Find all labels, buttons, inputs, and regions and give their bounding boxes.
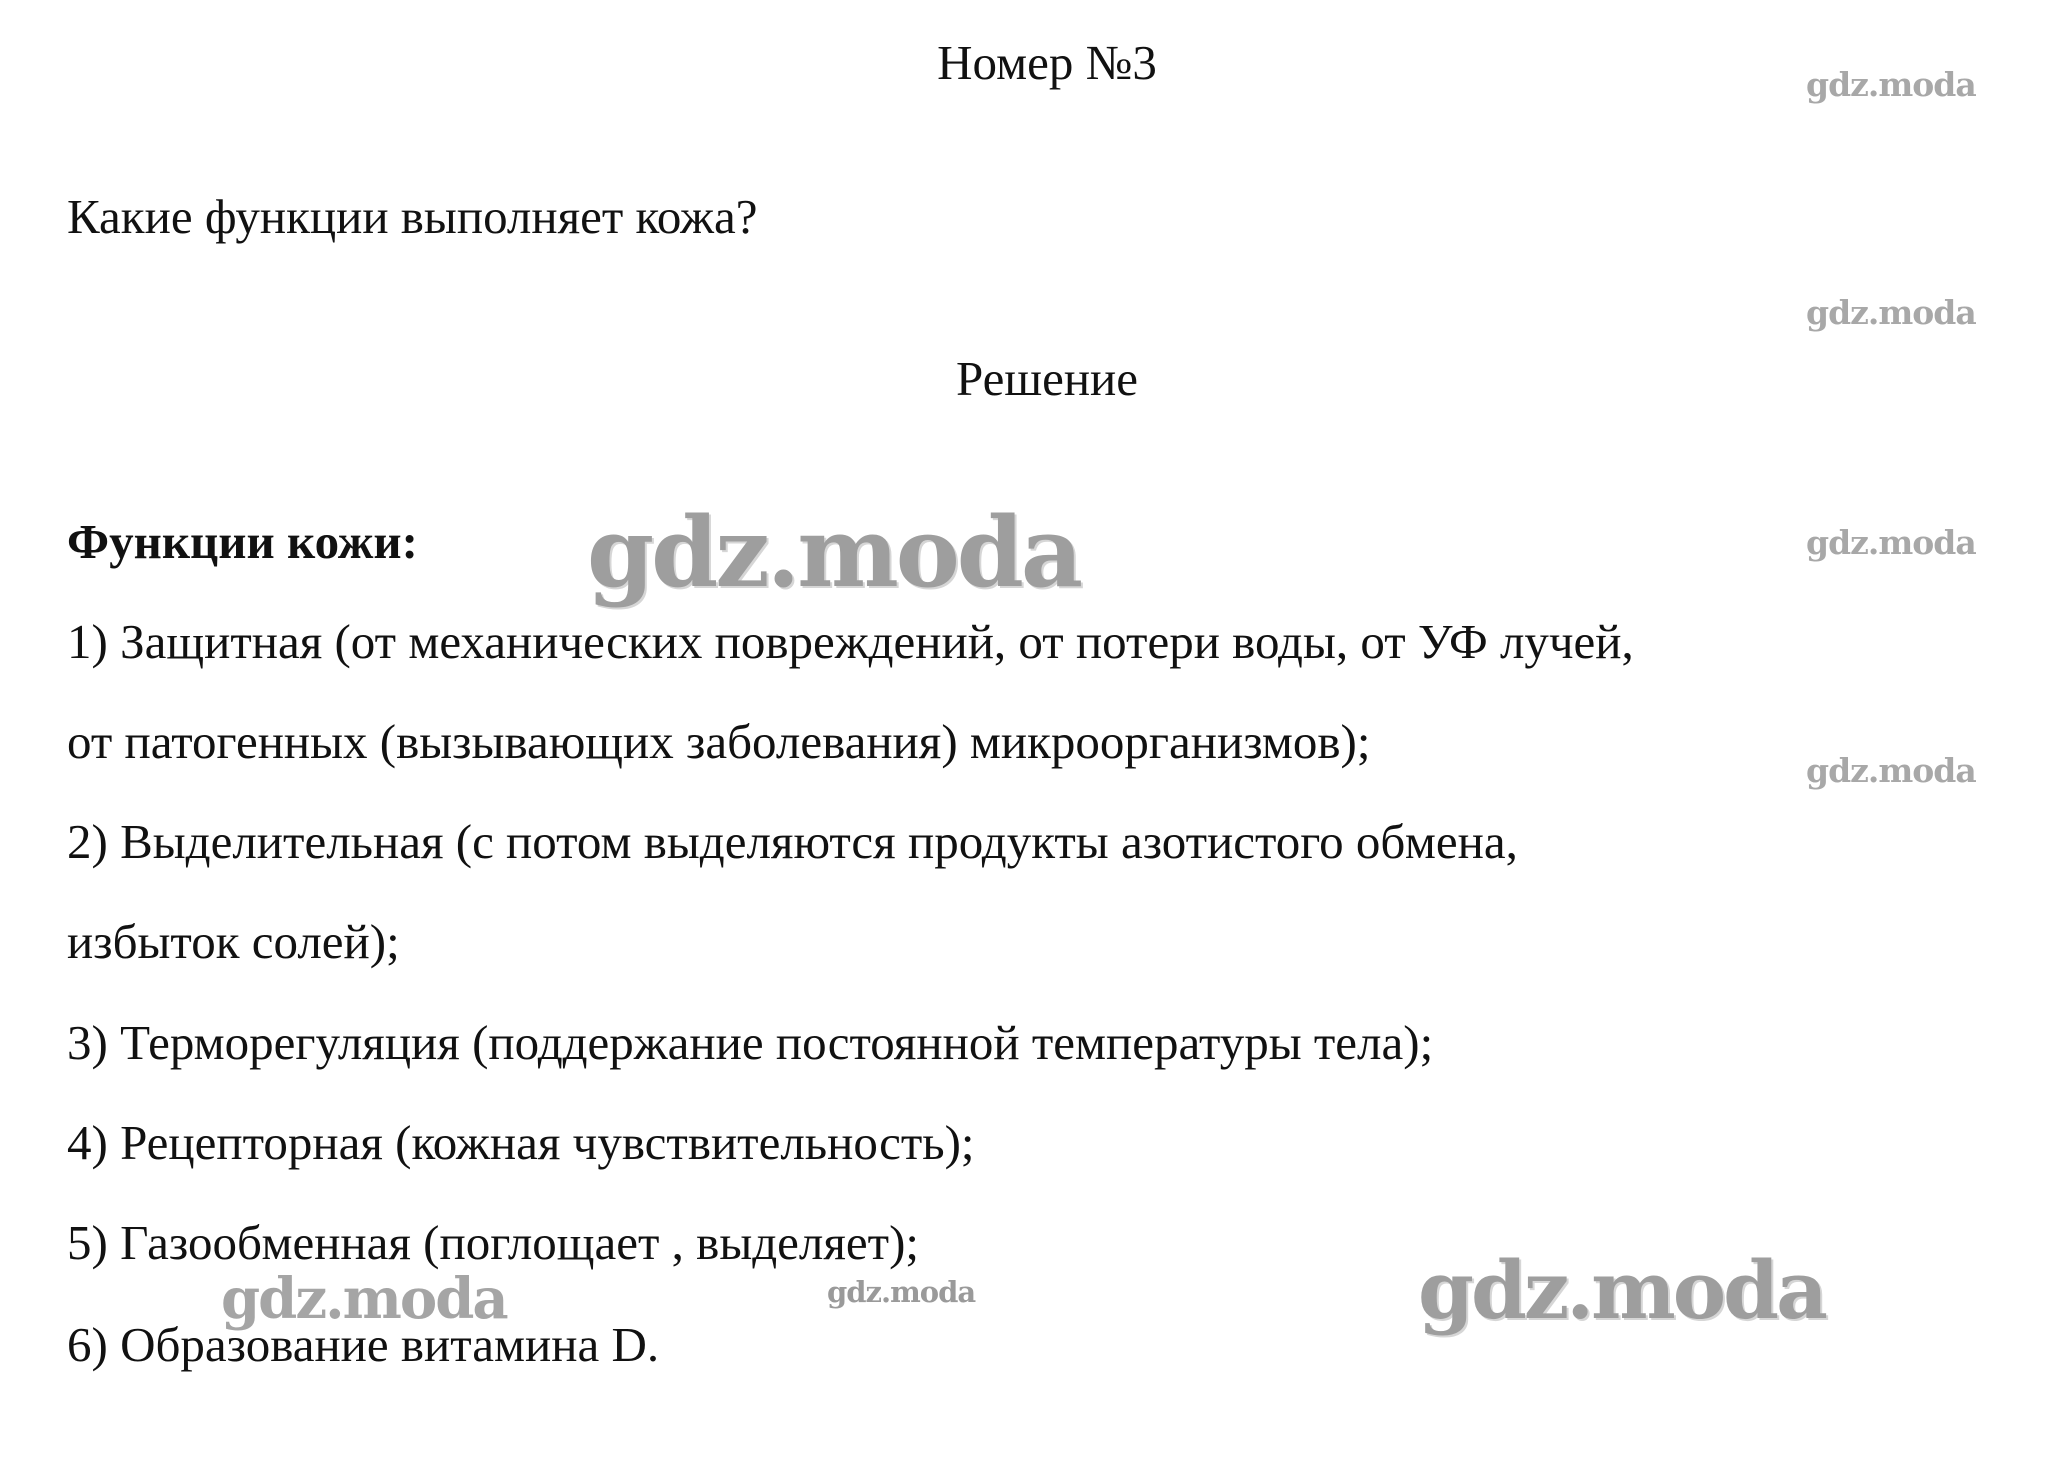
list-item: 1) Защитная (от механических повреждений, от потери воды, от УФ лучей, xyxy=(67,614,1634,669)
list-item: 2) Выделительная (с потом выделяются продукты азотистого обмена, xyxy=(67,814,1518,869)
list-item: 5) Газообменная (поглощает , выделяет); xyxy=(67,1215,919,1270)
list-item: 6) Образование витамина D. xyxy=(67,1317,660,1372)
functions-subheading: Функции кожи: xyxy=(67,514,418,569)
watermark: gdz.moda xyxy=(221,1266,507,1332)
list-item: избыток солей); xyxy=(67,914,400,969)
list-item: 4) Рецепторная (кожная чувствительность); xyxy=(67,1115,975,1170)
watermark: gdz.moda xyxy=(1806,65,1976,104)
watermark: gdz.moda xyxy=(827,1275,976,1309)
page-title: Номер №3 xyxy=(937,35,1157,90)
question-text: Какие функции выполняет кожа? xyxy=(67,189,758,244)
list-item: от патогенных (вызывающих заболевания) микроорганизмов); xyxy=(67,714,1371,769)
solution-heading: Решение xyxy=(955,351,1139,406)
watermark: gdz.moda xyxy=(1806,293,1976,332)
watermark: gdz.moda xyxy=(587,496,1081,609)
watermark: gdz.moda xyxy=(1806,523,1976,562)
watermark: gdz.moda xyxy=(1806,751,1976,790)
list-item: 3) Терморегуляция (поддержание постоянной температуры тела); xyxy=(67,1015,1434,1070)
watermark: gdz.moda xyxy=(1418,1243,1825,1337)
